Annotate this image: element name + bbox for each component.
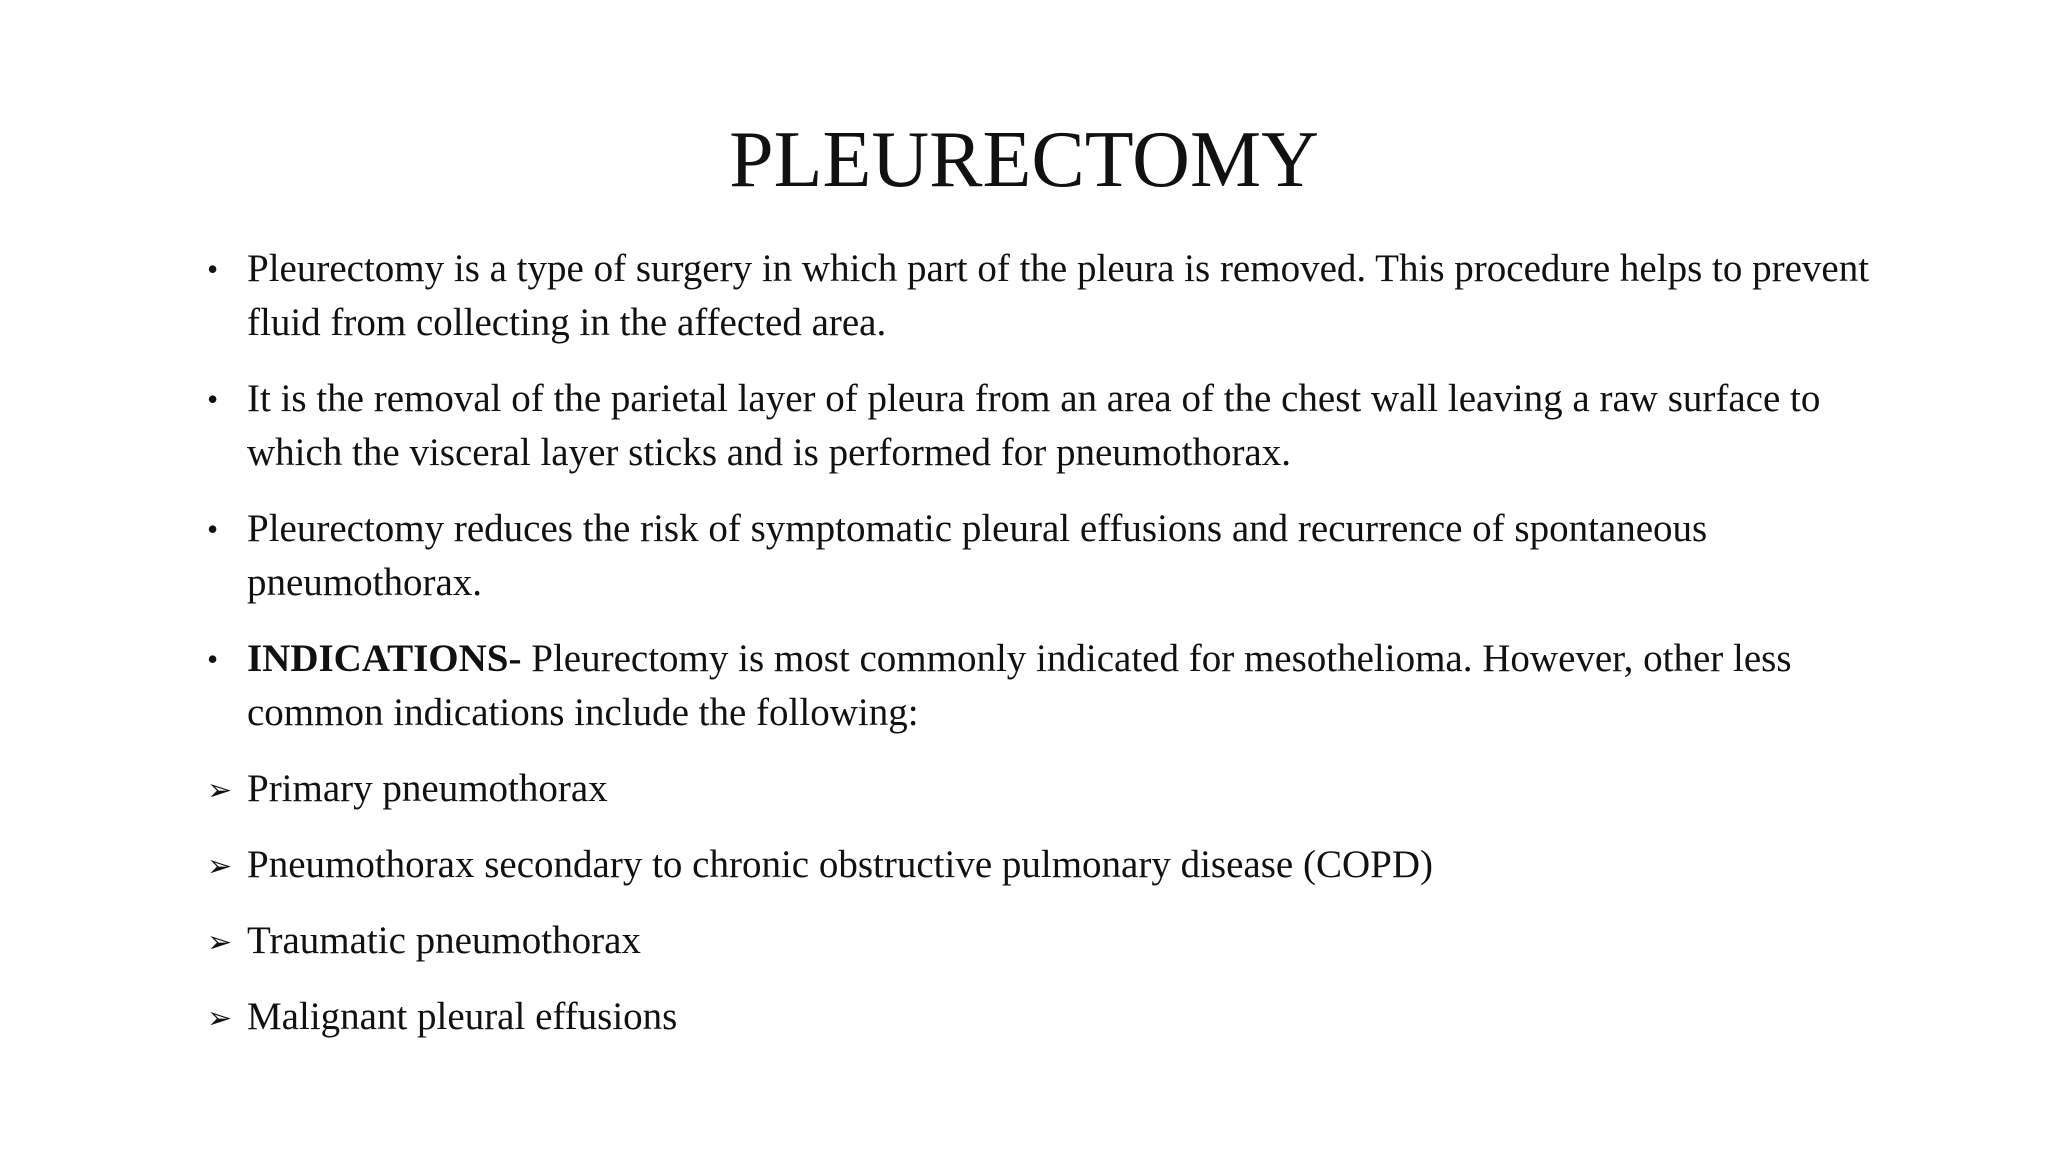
indications-heading: INDICATIONS- [247, 637, 522, 680]
arrow-bullet-icon: ➢ [207, 1001, 233, 1036]
bullet-text: Pleurectomy is a type of surgery in which part of the pleura is removed. This procedure helps to prevent fluid from collecting in the affected area. [247, 247, 1870, 344]
indication-item [207, 838, 1887, 892]
bullet-item [207, 502, 1887, 610]
indication-text: Primary pneumothorax [247, 767, 608, 810]
bullet-icon: • [207, 251, 219, 287]
arrow-bullet-icon: ➢ [207, 773, 233, 808]
bullet-text: Pleurectomy reduces the risk of symptomatic pleural effusions and recurrence of spontaneous pneumothorax. [247, 507, 1708, 604]
bullet-item [207, 242, 1887, 350]
indication-text: Pneumothorax secondary to chronic obstructive pulmonary disease (COPD) [247, 843, 1433, 886]
arrow-bullet-icon: ➢ [207, 925, 233, 960]
bullet-icon: • [207, 511, 219, 547]
indication-item [207, 762, 1887, 816]
indication-item [207, 914, 1887, 968]
bullet-item-indications [207, 632, 1887, 740]
slide-body [207, 242, 1887, 1066]
indication-item [207, 990, 1887, 1044]
bullet-text: It is the removal of the parietal layer of pleura from an area of the chest wall leaving a raw surface to which the visceral layer sticks and is performed for pneumothorax. [247, 377, 1821, 474]
indication-text: Traumatic pneumothorax [247, 919, 641, 962]
arrow-bullet-icon: ➢ [207, 849, 233, 884]
bullet-text: Pleurectomy is most commonly indicated for mesothelioma. However, other less common indications include the following: [247, 637, 1792, 734]
bullet-icon: • [207, 641, 219, 677]
bullet-icon: • [207, 381, 219, 417]
bullet-item [207, 372, 1887, 480]
indication-text: Malignant pleural effusions [247, 995, 678, 1038]
slide-title: PLEURECTOMY [729, 116, 1319, 204]
